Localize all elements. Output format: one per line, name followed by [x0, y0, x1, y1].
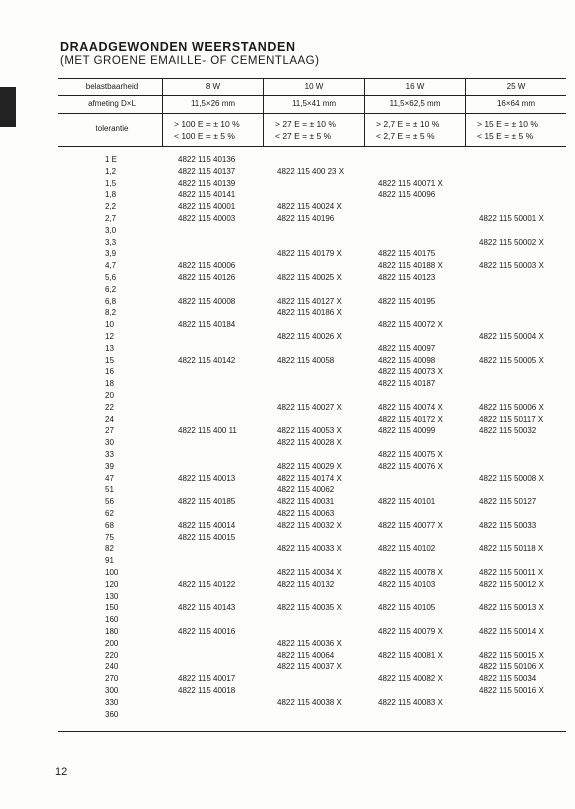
resistance-value: 2,7 [105, 214, 117, 223]
header-size: 11,5×62,5 mm [389, 99, 441, 108]
resistance-value: 1 E [105, 155, 118, 164]
edge-tab-marker [0, 87, 16, 127]
part-number: 4822 115 40126 [178, 273, 236, 282]
part-number: 4822 115 40077 X [378, 520, 443, 530]
part-number: 4822 115 40071 X [378, 178, 443, 188]
resistance-value: 91 [105, 556, 114, 566]
resistance-value: 16 [105, 367, 114, 377]
part-number: 4822 115 40195 [378, 296, 436, 306]
part-number: 4822 115 40078 X [378, 568, 443, 577]
resistance-value: 3,0 [105, 225, 117, 235]
resistance-value: 130 [105, 591, 119, 601]
part-number: 4822 115 40017 [178, 674, 236, 684]
part-number: 4822 115 400 23 X [277, 166, 345, 176]
part-number: 4822 115 40101 [378, 497, 436, 507]
resistance-value: 6,8 [105, 296, 117, 306]
part-number: 4822 115 40031 [277, 497, 335, 507]
part-number: 4822 115 40081 X [378, 650, 443, 660]
part-number: 4822 115 40028 X [277, 438, 342, 448]
part-number: 4822 115 40179 X [277, 249, 342, 259]
part-number: 4822 115 40076 X [378, 461, 443, 471]
part-number: 4822 115 40123 [378, 273, 436, 282]
part-number: 4822 115 40013 [178, 473, 236, 483]
resistance-value: 27 [105, 426, 114, 436]
resistance-value: 3,3 [105, 237, 117, 247]
part-number: 4822 115 40063 [277, 509, 335, 518]
tolerance-low: < 27 E = ± 5 % [275, 131, 332, 141]
part-number: 4822 115 40102 [378, 544, 436, 554]
page-title: DRAADGEWONDEN WEERSTANDEN [60, 40, 296, 54]
part-number: 4822 115 40033 X [277, 544, 342, 554]
resistance-value: 1,5 [105, 178, 117, 188]
resistance-value: 300 [105, 686, 119, 695]
part-number: 4822 115 40003 [178, 214, 236, 223]
part-number: 4822 115 40025 X [277, 273, 342, 282]
part-number: 4822 115 50008 X [479, 473, 544, 483]
resistance-value: 3,9 [105, 249, 117, 259]
resistance-value: 30 [105, 438, 114, 448]
part-number: 4822 115 40058 [277, 355, 335, 365]
resistance-value: 20 [105, 391, 114, 400]
resistance-value: 33 [105, 450, 114, 459]
tolerance-high: > 100 E = ± 10 % [174, 119, 240, 129]
part-number: 4822 115 40034 X [277, 568, 342, 577]
part-number: 4822 115 40024 X [277, 202, 342, 212]
tolerance-low: < 15 E = ± 5 % [477, 131, 534, 141]
header-size: 11,5×41 mm [291, 99, 337, 108]
part-number: 4822 115 400 11 [178, 426, 237, 436]
part-number: 4822 115 50011 X [479, 568, 544, 577]
header-label-afmeting: afmeting D×L [88, 99, 136, 108]
resistance-value: 330 [105, 697, 119, 707]
part-number: 4822 115 40196 [277, 214, 335, 223]
part-number: 4822 115 40029 X [277, 461, 342, 471]
header-rule-3 [58, 146, 566, 147]
tolerance-high: > 27 E = ± 10 % [275, 119, 336, 129]
resistance-value: 8,2 [105, 308, 117, 318]
header-size: 11,5×26 mm [190, 99, 236, 108]
header-rule-1 [58, 95, 566, 96]
page-subtitle: (MET GROENE EMAILLE- OF CEMENTLAAG) [60, 55, 320, 67]
tolerance-low: < 100 E = ± 5 % [174, 131, 235, 141]
part-number: 4822 115 40141 [178, 190, 236, 200]
resistance-value: 51 [105, 485, 114, 495]
part-number: 4822 115 40098 [378, 355, 436, 365]
resistance-value: 1,8 [105, 190, 117, 200]
part-number: 4822 115 40036 X [277, 638, 342, 648]
part-number: 4822 115 50033 [479, 520, 537, 530]
part-number: 4822 115 40105 [378, 603, 436, 613]
resistance-value: 68 [105, 520, 114, 530]
part-number: 4822 115 40132 [277, 579, 335, 589]
part-number: 4822 115 40008 [178, 296, 236, 306]
header-size: 16×64 mm [496, 99, 536, 108]
part-number: 4822 115 40097 [378, 343, 436, 353]
part-number: 4822 115 40137 [178, 166, 236, 176]
part-number: 4822 115 40018 [178, 686, 236, 695]
resistance-value: 220 [105, 650, 119, 660]
resistance-value: 24 [105, 414, 114, 424]
part-number: 4822 115 50032 [479, 426, 537, 436]
header-rule-2 [58, 113, 566, 114]
resistance-value: 82 [105, 544, 114, 554]
part-number: 4822 115 40139 [178, 178, 236, 188]
part-number: 4822 115 40174 X [277, 473, 342, 483]
resistance-value: 12 [105, 332, 114, 341]
part-number: 4822 115 40062 [277, 485, 335, 495]
part-number: 4822 115 40096 [378, 190, 436, 200]
tolerance-low: < 2,7 E = ± 5 % [376, 131, 435, 141]
resistance-value: 15 [105, 355, 114, 365]
part-number: 4822 115 50012 X [479, 579, 544, 589]
part-number: 4822 115 50005 X [479, 355, 544, 365]
resistance-value: 39 [105, 461, 114, 471]
part-number: 4822 115 50003 X [479, 261, 544, 271]
part-number: 4822 115 40064 [277, 650, 335, 660]
part-number: 4822 115 40073 X [378, 367, 443, 377]
page-number: 12 [55, 766, 68, 778]
part-number: 4822 115 50002 X [479, 237, 544, 247]
resistance-value: 2,2 [105, 202, 117, 212]
part-number: 4822 115 40122 [178, 579, 236, 589]
header-wattage: 16 W [405, 82, 425, 91]
resistance-value: 1,2 [105, 166, 117, 176]
part-number: 4822 115 40037 X [277, 662, 342, 672]
resistance-value: 56 [105, 497, 114, 507]
header-label-belastbaarheid: belastbaarheid [85, 82, 139, 91]
resistance-value: 4,7 [105, 261, 117, 271]
resistance-value: 360 [105, 709, 119, 719]
resistance-value: 47 [105, 473, 114, 483]
resistance-value: 22 [105, 402, 114, 412]
resistance-value: 160 [105, 615, 119, 625]
table-top-rule [58, 78, 566, 79]
part-number: 4822 115 40185 [178, 497, 236, 507]
part-number: 4822 115 40079 X [378, 627, 443, 636]
part-number: 4822 115 40072 X [378, 320, 443, 330]
resistance-value: 6,2 [105, 284, 117, 294]
part-number: 4822 115 40032 X [277, 520, 342, 530]
part-number: 4822 115 40082 X [378, 674, 443, 684]
part-number: 4822 115 50001 X [479, 214, 544, 223]
part-number: 4822 115 40175 [378, 249, 436, 259]
part-number: 4822 115 40038 X [277, 697, 342, 707]
resistance-value: 18 [105, 379, 114, 389]
part-number: 4822 115 40103 [378, 579, 436, 589]
part-number: 4822 115 40053 X [277, 426, 342, 436]
resistance-value: 62 [105, 509, 114, 518]
part-number: 4822 115 40127 X [277, 296, 342, 306]
part-number: 4822 115 40099 [378, 426, 436, 436]
resistance-value: 120 [105, 579, 119, 589]
header-wattage: 8 W [205, 82, 221, 91]
resistance-value: 180 [105, 627, 119, 636]
part-number: 4822 115 40187 [378, 379, 436, 389]
part-number: 4822 115 50013 X [479, 603, 544, 613]
part-number: 4822 115 40035 X [277, 603, 342, 613]
part-number: 4822 115 50034 [479, 674, 537, 684]
part-number: 4822 115 50004 X [479, 332, 544, 341]
part-number: 4822 115 40172 X [378, 414, 443, 424]
part-number: 4822 115 50127 [479, 497, 537, 507]
part-number: 4822 115 40074 X [378, 402, 443, 412]
resistance-value: 200 [105, 638, 119, 648]
resistance-value: 13 [105, 343, 114, 353]
header-wattage: 25 W [506, 82, 526, 91]
part-number: 4822 115 40015 [178, 532, 236, 542]
part-number: 4822 115 50015 X [479, 650, 544, 660]
tolerance-high: > 2,7 E = ± 10 % [376, 119, 440, 129]
part-number: 4822 115 40001 [178, 202, 236, 212]
part-number: 4822 115 40026 X [277, 332, 342, 341]
part-number: 4822 115 40027 X [277, 402, 342, 412]
part-number: 4822 115 40083 X [378, 697, 443, 707]
resistance-value: 270 [105, 674, 119, 684]
part-number: 4822 115 40186 X [277, 308, 342, 318]
part-number: 4822 115 50118 X [479, 544, 544, 554]
header-label-tolerantie: tolerantie [95, 124, 129, 133]
resistance-value: 240 [105, 662, 119, 672]
part-number: 4822 115 40075 X [378, 450, 443, 459]
part-number: 4822 115 50117 X [479, 414, 544, 424]
resistance-value: 5,6 [105, 273, 117, 282]
resistance-value: 75 [105, 532, 114, 542]
resistance-value: 10 [105, 320, 114, 330]
resistance-value: 150 [105, 603, 119, 613]
header-wattage: 10 W [304, 82, 324, 91]
part-number: 4822 115 40184 [178, 320, 236, 330]
resistance-value: 100 [105, 568, 119, 577]
part-number: 4822 115 40188 X [378, 261, 443, 271]
part-number: 4822 115 40016 [178, 627, 236, 636]
part-number: 4822 115 50006 X [479, 402, 544, 412]
part-number: 4822 115 40136 [178, 155, 236, 164]
part-number: 4822 115 40143 [178, 603, 236, 613]
table-bottom-rule [58, 731, 566, 732]
part-number: 4822 115 40142 [178, 355, 236, 365]
part-number: 4822 115 50014 X [479, 627, 544, 636]
tolerance-high: > 15 E = ± 10 % [477, 119, 538, 129]
part-number: 4822 115 50016 X [479, 686, 544, 695]
part-number: 4822 115 40014 [178, 520, 236, 530]
part-number: 4822 115 40006 [178, 261, 236, 271]
part-number: 4822 115 50106 X [479, 662, 544, 672]
